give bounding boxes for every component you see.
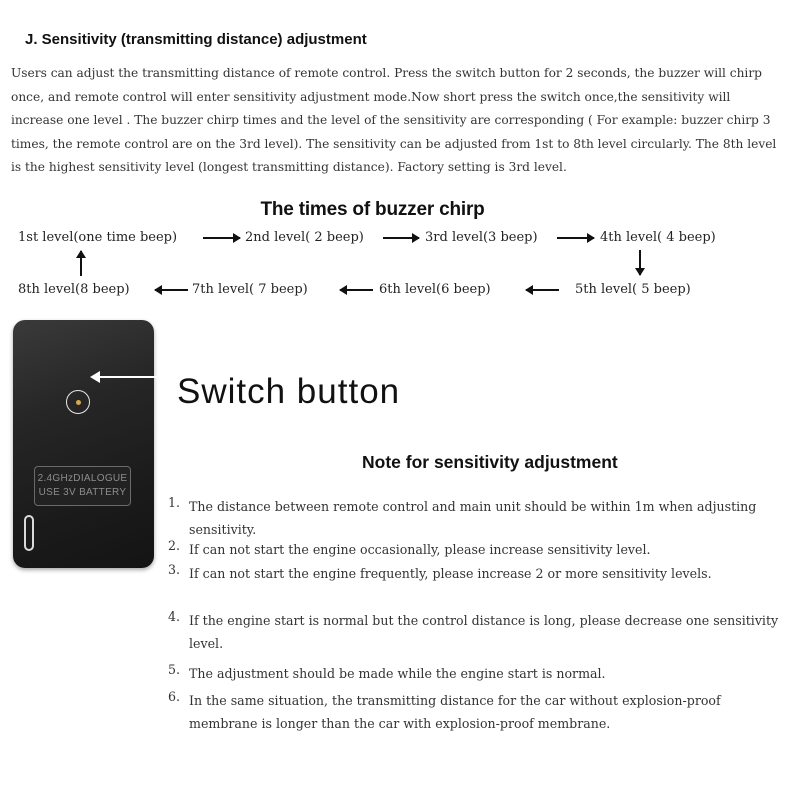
keyring-slot [24,515,34,551]
note-item [168,689,788,735]
label-line-1: 2.4GHzDIALOGUE [37,473,128,484]
battery-label-plate [34,466,131,506]
note-item [168,662,788,685]
label-line-2: USE 3V BATTERY [38,487,127,498]
arrow-5-to-6 [526,289,559,291]
level-8-label: 8th level(8 beep) [18,282,130,297]
note-text: The distance between remote control and main unit should be within 1m when adjusting sensitivity. [189,499,757,537]
note-text: If can not start the engine frequently, please increase 2 or more sensitivity levels. [189,566,712,581]
note-text: In the same situation, the transmitting distance for the car without explosion-proof membrane is longer than the car with explosion-proof membrane. [189,693,721,731]
switch-button-callout: Switch button [177,372,401,411]
note-item [168,495,788,541]
note-text: If the engine start is normal but the control distance is long, please decrease one sensitivity level. [189,613,779,651]
note-item [168,562,788,585]
note-text: If can not start the engine occasionally, please increase sensitivity level. [189,542,651,557]
arrow-2-to-3 [383,237,419,239]
section-heading: J. Sensitivity (transmitting distance) adjustment [25,31,367,48]
note-item [168,538,788,561]
note-number: 1. [168,495,181,510]
intro-paragraph: Users can adjust the transmitting distance of remote control. Press the switch button for 2 seconds, the buzzer will chirp once, and remote control will enter sensitivity adjustment mode.Now short press the switch once,the sensitivity will increase one level . The buzzer chirp times and the level of the sensitivity are corresponding ( For example: buzzer chirp 3 times, the remote control are on the 3rd level). The sensitivity can be adjusted from 1st to 8th level circularly. The 8th level is the highest sensitivity level (longest transmitting distance). Factory setting is 3rd level. [11,66,777,174]
note-number: 6. [168,689,181,704]
arrow-4-to-5 [639,250,641,275]
level-5-label: 5th level( 5 beep) [575,282,691,297]
switch-button-indicator [76,400,81,405]
pointer-arrow-line [97,376,157,378]
level-7-label: 7th level( 7 beep) [192,282,308,297]
level-2-label: 2nd level( 2 beep) [245,230,364,245]
arrow-3-to-4 [557,237,594,239]
note-number: 3. [168,562,181,577]
note-number: 2. [168,538,181,553]
remote-body [13,320,154,568]
note-title: Note for sensitivity adjustment [362,452,618,472]
arrow-1-to-2 [203,237,240,239]
note-item [168,609,788,655]
note-text: The adjustment should be made while the engine start is normal. [189,666,606,681]
level-3-label: 3rd level(3 beep) [425,230,538,245]
note-number: 5. [168,662,181,677]
arrow-7-to-8 [155,289,188,291]
arrow-6-to-7 [340,289,373,291]
level-1-label: 1st level(one time beep) [18,230,178,245]
chirp-diagram-title: The times of buzzer chirp [260,199,485,220]
note-number: 4. [168,609,181,624]
level-4-label: 4th level( 4 beep) [600,230,716,245]
arrow-8-to-1 [80,251,82,276]
level-6-label: 6th level(6 beep) [379,282,491,297]
